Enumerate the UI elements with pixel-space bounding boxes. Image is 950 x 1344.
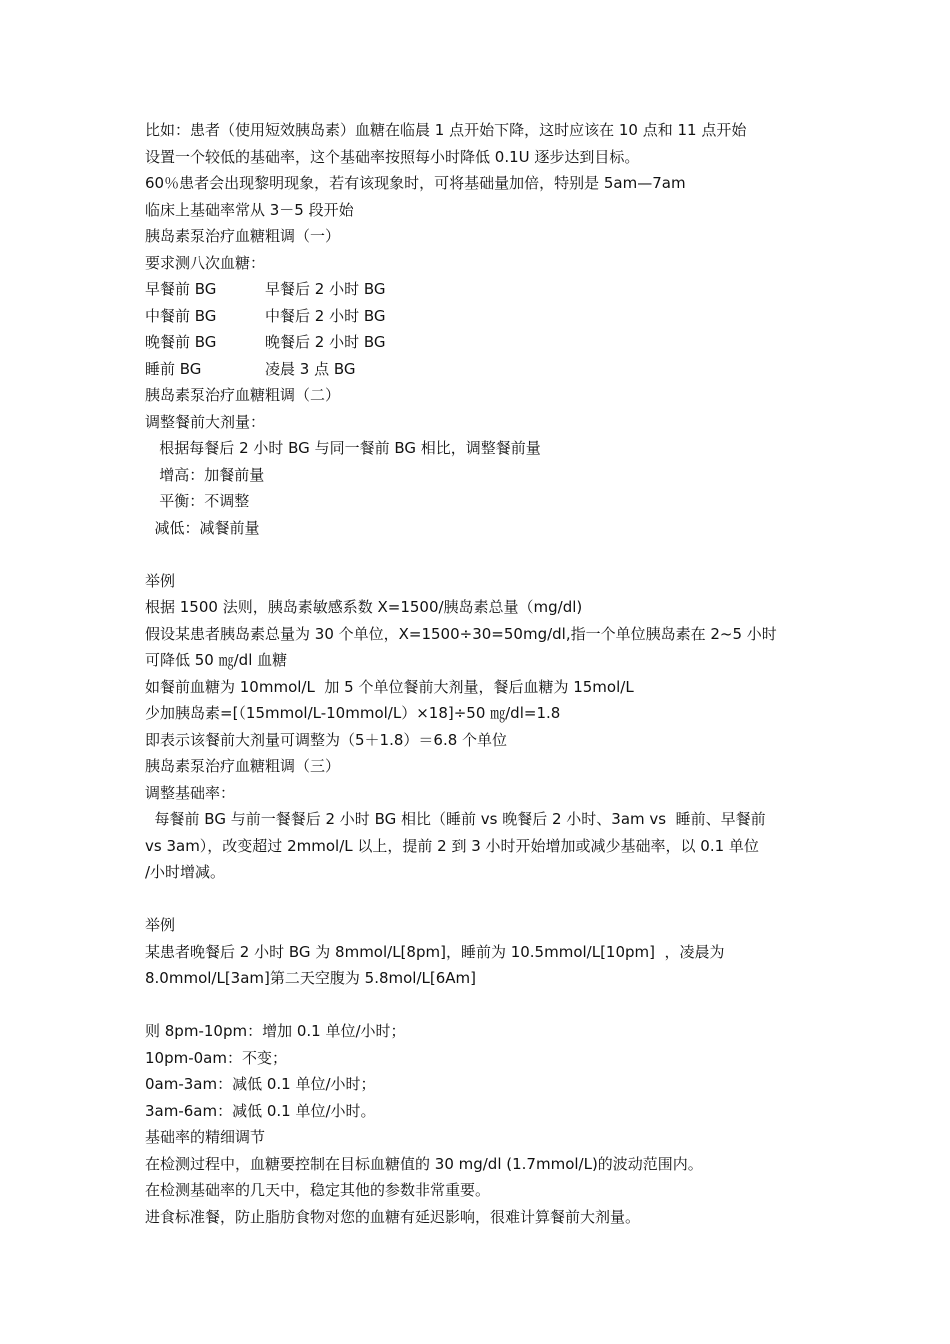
text-line: 则 8pm-10pm：增加 0.1 单位/小时； (145, 1022, 406, 1040)
bg-table-row (145, 356, 815, 383)
section-heading: 基础率的精细调节 (145, 1128, 266, 1146)
text-line: 如餐前血糖为 10mmol/L 加 5 个单位餐前大剂量，餐后血糖为 15mol/L (145, 677, 634, 696)
text-line: 设置一个较低的基础率，这个基础率按照每小时降低 0.1U 逐步达到目标。 (145, 147, 640, 166)
text-line: 减低：减餐前量 (145, 518, 260, 537)
bg-table-left: 睡前 BG (145, 359, 202, 378)
text-line: 10pm-0am：不变； (145, 1048, 287, 1067)
blank-line (145, 541, 815, 568)
text-line: /小时增减。 (145, 863, 226, 881)
bg-table-right: 晚餐后 2 小时 BG (265, 333, 386, 351)
bg-table-row (145, 303, 815, 330)
text-line: vs 3am），改变超过 2mmol/L 以上，提前 2 到 3 小时开始增加或减少基础率，以 0.1 单位 (145, 836, 759, 855)
bg-table-row (145, 329, 815, 356)
text-line: 每餐前 BG 与前一餐餐后 2 小时 BG 相比（睡前 vs 晚餐后 2 小时、3am vs 睡前、早餐前 (145, 810, 766, 828)
bg-table-left: 早餐前 BG (145, 280, 217, 298)
text-line: 临床上基础率常从 3－5 段开始 (145, 200, 354, 219)
bg-table-left: 晚餐前 BG (145, 333, 217, 351)
section-heading: 胰岛素泵治疗血糖粗调（二） (145, 386, 341, 404)
text-line: 在检测过程中，血糖要控制在目标血糖值的 30 mg/dl (1.7mmol/L)的波动范围内。 (145, 1154, 703, 1173)
text-line: 要求测八次血糖： (145, 253, 266, 272)
bg-table-left: 中餐前 BG (145, 306, 217, 325)
text-line: 可降低 50 ㎎/dl 血糖 (145, 651, 288, 669)
document-page (145, 117, 815, 1230)
text-line: 在检测基础率的几天中，稳定其他的参数非常重要。 (145, 1181, 491, 1199)
text-line: 少加胰岛素=[（15mmol/L-10mmol/L）×18]÷50 ㎎/dl=1.8 (145, 704, 561, 722)
example-heading: 举例 (145, 916, 176, 934)
text-line: 60％患者会出现黎明现象，若有该现象时，可将基础量加倍，特别是 5am—7am (145, 174, 686, 192)
blank-line (145, 886, 815, 913)
text-line: 调整餐前大剂量： (145, 412, 266, 431)
text-line: 根据 1500 法则，胰岛素敏感系数 X=1500/胰岛素总量（mg/dl) (145, 598, 583, 616)
text-line: 3am-6am：减低 0.1 单位/小时。 (145, 1101, 376, 1120)
blank-line (145, 992, 815, 1019)
text-line: 即表示该餐前大剂量可调整为（5＋1.8）＝6.8 个单位 (145, 730, 508, 749)
text-line: 8.0mmol/L[3am]第二天空腹为 5.8mol/L[6Am] (145, 969, 476, 987)
text-line: 平衡：不调整 (145, 492, 250, 510)
bg-table-right: 早餐后 2 小时 BG (265, 280, 386, 298)
text-line: 比如：患者（使用短效胰岛素）血糖在临晨 1 点开始下降，这时应该在 10 点和 11 点开始 (145, 121, 747, 139)
bg-table-row (145, 276, 815, 303)
bg-table-right: 凌晨 3 点 BG (265, 359, 356, 378)
text-line: 进食标准餐，防止脂肪食物对您的血糖有延迟影响，很难计算餐前大剂量。 (145, 1207, 641, 1226)
section-heading: 胰岛素泵治疗血糖粗调（三） (145, 757, 341, 775)
text-line: 某患者晚餐后 2 小时 BG 为 8mmol/L[8pm]，睡前为 10.5mmol/L[10pm] ，凌晨为 (145, 942, 725, 961)
bg-table-right: 中餐后 2 小时 BG (265, 306, 386, 325)
section-heading: 胰岛素泵治疗血糖粗调（一） (145, 227, 341, 245)
example-heading: 举例 (145, 571, 176, 590)
text-line: 假设某患者胰岛素总量为 30 个单位，X=1500÷30=50mg/dl,指一个单位胰岛素在 2~5 小时 (145, 624, 777, 643)
text-line: 根据每餐后 2 小时 BG 与同一餐前 BG 相比，调整餐前量 (145, 439, 541, 457)
text-line: 0am-3am：减低 0.1 单位/小时； (145, 1075, 376, 1093)
text-line: 调整基础率： (145, 783, 236, 802)
text-line: 增高：加餐前量 (145, 465, 265, 484)
